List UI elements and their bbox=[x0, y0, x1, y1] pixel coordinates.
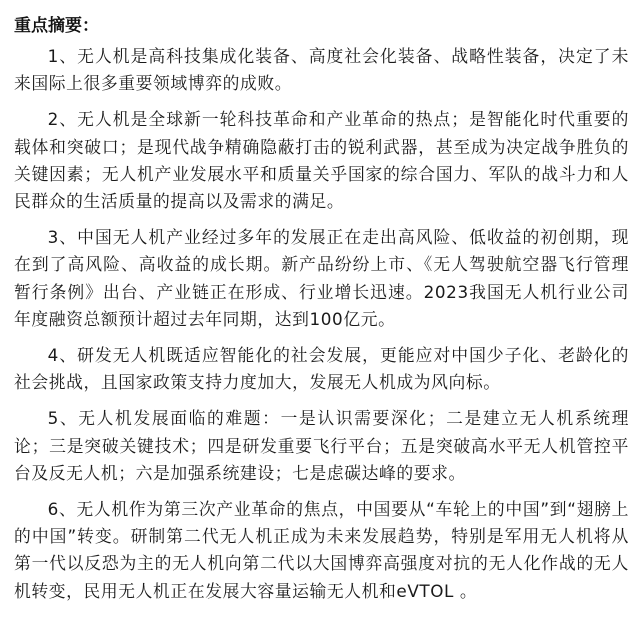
summary-heading: 重点摘要： bbox=[14, 16, 99, 36]
summary-paragraph-4: 4、研发无人机既适应智能化的社会发展，更能应对中国少子化、老龄化的社会挑战，且国家政策支持力度加大，发展无人机成为风向标。 bbox=[14, 345, 629, 393]
summary-paragraph-1: 1、无人机是高科技集成化装备、高度社会化装备、战略性装备，决定了未来国际上很多重要领域博弈的成败。 bbox=[14, 46, 629, 94]
summary-paragraph-3: 3、中国无人机产业经过多年的发展正在走出高风险、低收益的初创期，现在到了高风险、高收益的成长期。新产品纷纷上市、《无人驾驶航空器飞行管理暂行条例》出台、产业链正在形成、行业增长迅速。2023我国无人机行业公司年度融资总额预计超过去年同期，达到100亿元。 bbox=[14, 227, 629, 329]
summary-paragraph-2: 2、无人机是全球新一轮科技革命和产业革命的热点；是智能化时代重要的载体和突破口；是现代战争精确隐蔽打击的锐利武器，甚至成为决定战争胜负的关键因素；无人机产业发展水平和质量关乎国家的综合国力、军队的战斗力和人民群众的生活质量的提高以及需求的满足。 bbox=[14, 109, 629, 212]
summary-paragraph-6: 6、无人机作为第三次产业革命的焦点，中国要从“车轮上的中国”到“翅膀上的中国”转变。研制第二代无人机正成为未来发展趋势，特别是军用无人机将从第一代以反恐为主的无人机向第二代以大国博弈高强度对抗的无人化作战的无人机转变，民用无人机正在发展大容量运输无人机和eVTOL 。 bbox=[14, 499, 629, 601]
summary-paragraph-5: 5、无人机发展面临的难题：一是认识需要深化；二是建立无人机系统理论；三是突破关键技术；四是研发重要飞行平台；五是突破高水平无人机管控平台及反无人机；六是加强系统建设；七是虑碳达峰的要求。 bbox=[14, 408, 629, 483]
